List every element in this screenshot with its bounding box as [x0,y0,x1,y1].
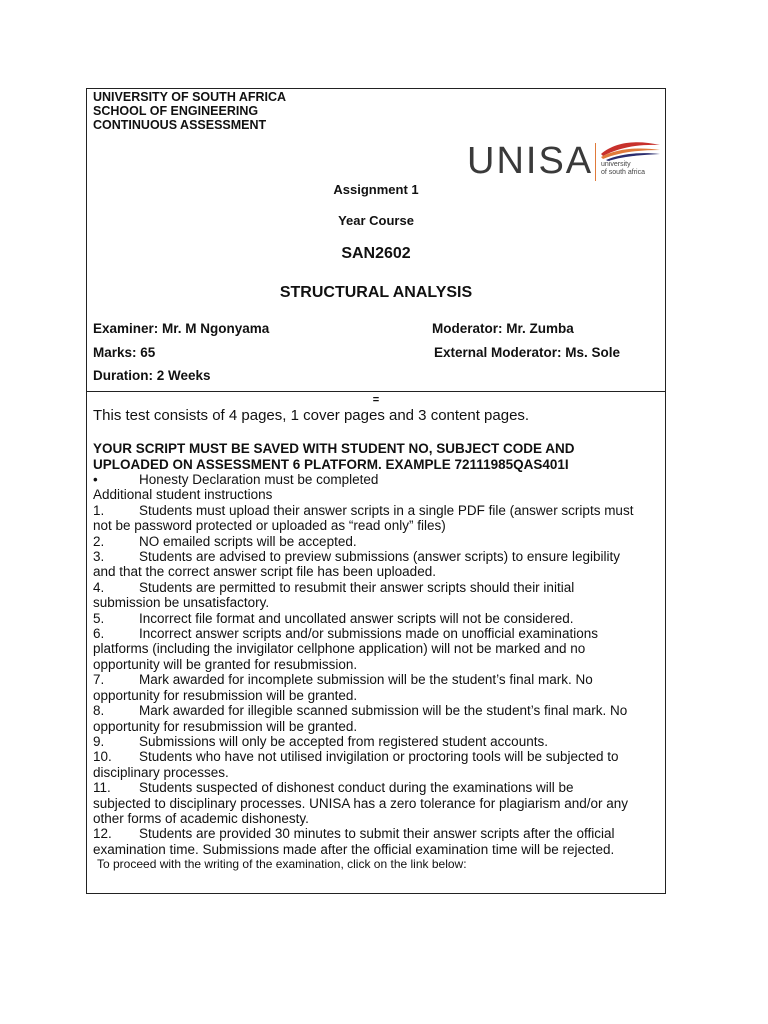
additional-instructions-heading: Additional student instructions [93,487,273,503]
instruction-number: 7. [93,672,105,688]
warning-line: UPLOADED ON ASSESSMENT 6 PLATFORM. EXAMPLE 72111985QAS401I [93,456,569,472]
unisa-swoosh-icon [598,139,662,161]
instruction-continuation: opportunity for resubmission will be granted. [93,718,358,734]
instruction-item [93,549,665,564]
instruction-text: Mark awarded for illegible scanned submission will be the student’s final mark. No [139,703,628,719]
instruction-text: NO emailed scripts will be accepted. [139,533,357,549]
marks: Marks: 65 [93,345,156,360]
bullet-text: Honesty Declaration must be completed [139,472,379,487]
page-mark: = [372,394,380,406]
instruction-item [93,534,665,549]
instruction-item [93,580,665,595]
logo-subtitle-line1: university [601,161,631,168]
instruction-number: 12. [93,826,112,842]
instruction-text: Mark awarded for incomplete submission will be the student’s final mark. No [139,672,593,688]
submission-warning [93,441,663,472]
moderator: Moderator: Mr. Zumba [432,321,574,336]
duration: Duration: 2 Weeks [93,368,211,383]
instruction-continuation: opportunity for resubmission will be granted. [93,687,358,703]
assignment-title: Assignment 1 [333,182,419,197]
instruction-number: 9. [93,733,105,749]
logo-subtitle [601,161,645,177]
instruction-number: 2. [93,533,105,549]
university-name: UNIVERSITY OF SOUTH AFRICA [93,90,287,104]
instruction-continuation: platforms (including the invigilator cellphone application) will not be marked and no [93,641,586,657]
instruction-item [93,503,665,518]
instruction-text: Submissions will only be accepted from registered student accounts. [139,733,548,749]
instruction-item [93,826,665,841]
unisa-logo [467,139,662,184]
instruction-item [93,780,665,795]
instruction-item [93,626,665,641]
instruction-number: 6. [93,626,105,642]
instruction-item [93,611,665,626]
instruction-number: 1. [93,502,105,518]
instruction-number: 8. [93,703,105,719]
examiner: Examiner: Mr. M Ngonyama [93,321,270,336]
instruction-continuation: opportunity will be granted for resubmission. [93,656,358,672]
course-type: Year Course [338,213,414,228]
module-name: STRUCTURAL ANALYSIS [279,284,473,301]
external-moderator: External Moderator: Ms. Sole [434,345,621,360]
school-name: SCHOOL OF ENGINEERING [93,104,259,118]
instruction-continuation: other forms of academic dishonesty. [93,810,309,826]
bullet-symbol: • [93,472,98,487]
instruction-text: Students are permitted to resubmit their answer scripts should their initial [139,579,575,595]
instruction-item [93,703,665,718]
instruction-continuation: submission be unsatisfactory. [93,595,270,611]
assessment-type: CONTINUOUS ASSESSMENT [93,118,267,132]
instruction-text: Incorrect answer scripts and/or submissions made on unofficial examinations [139,626,598,642]
instruction-item [93,672,665,687]
unisa-wordmark: UNISA [467,140,594,182]
instruction-text: Students are advised to preview submissions (answer scripts) to ensure legibility [139,549,620,565]
instructions-body [93,472,665,873]
instruction-item [93,734,665,749]
instruction-text: Students are provided 30 minutes to submit their answer scripts after the official [139,826,615,842]
instruction-continuation: subjected to disciplinary processes. UNISA has a zero tolerance for plagiarism and/or any [93,795,629,811]
instruction-number: 3. [93,549,105,565]
instruction-continuation: not be password protected or uploaded as “read only” files) [93,518,446,534]
module-code: SAN2602 [341,245,411,262]
instruction-continuation: and that the correct answer script file has been uploaded. [93,564,436,580]
instruction-number: 5. [93,610,105,626]
instruction-text: Students who have not utilised invigilation or proctoring tools will be subjected to [139,749,619,765]
logo-subtitle-line2: of south africa [601,169,645,176]
instruction-text: Students suspected of dishonest conduct during the examinations will be [139,780,574,796]
instruction-number: 4. [93,579,105,595]
cover-header-section [87,89,665,392]
test-intro: This test consists of 4 pages, 1 cover pages and 3 content pages. [93,407,530,424]
honesty-bullet [93,472,665,487]
instruction-number: 10. [93,749,112,765]
warning-line: YOUR SCRIPT MUST BE SAVED WITH STUDENT NO, SUBJECT CODE AND [93,441,575,456]
instruction-continuation: disciplinary processes. [93,764,229,780]
instruction-number: 11. [93,780,111,796]
institution-header [93,90,286,132]
instruction-list [93,503,665,857]
instruction-text: Students must upload their answer scripts in a single PDF file (answer scripts must [139,502,634,518]
instruction-text: Incorrect file format and uncollated answer scripts will not be considered. [139,610,574,626]
logo-divider [595,143,596,181]
instruction-item [93,749,665,764]
closing-text: To proceed with the writing of the examination, click on the link below: [97,857,467,872]
instruction-continuation: examination time. Submissions made after the official examination time will be rejected. [93,841,615,857]
cover-page-frame [86,88,666,894]
